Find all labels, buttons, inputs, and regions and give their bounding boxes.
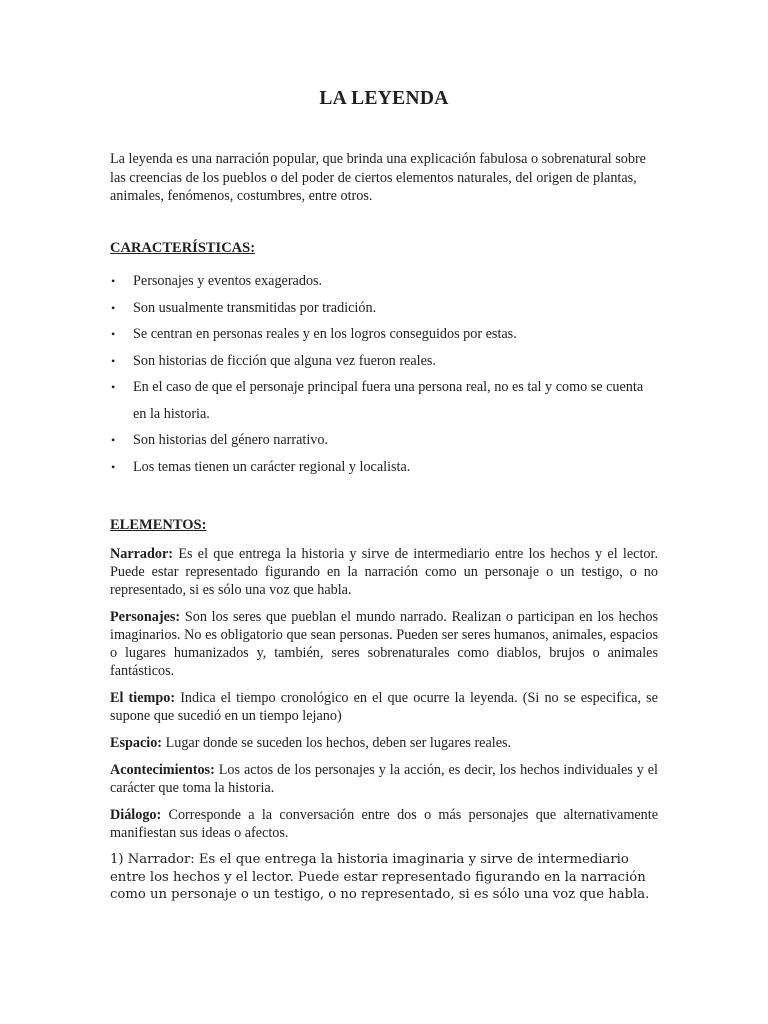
list-item <box>110 295 658 322</box>
element-text: Indica el tiempo cronológico en el que ocurre la leyenda. (Si no se especifica, se supone que sucedió en un tiempo lejano) <box>110 690 658 724</box>
elements-heading: ELEMENTOS: <box>110 517 207 533</box>
element-narrador <box>110 545 658 599</box>
list-item-text: Son historias de ficción que alguna vez fueron reales. <box>133 352 436 369</box>
element-espacio <box>110 734 658 752</box>
elements-section <box>110 545 658 913</box>
characteristics-heading: CARACTERÍSTICAS: <box>110 240 256 256</box>
list-item <box>110 321 658 348</box>
list-item-text: Los temas tienen un carácter regional y localista. <box>133 458 411 475</box>
element-term: El tiempo: <box>110 690 176 706</box>
list-item-text: En el caso de que el personaje principal fuera una persona real, no es tal y como se cuenta en la historia. <box>133 379 644 422</box>
list-item <box>110 374 658 427</box>
bullet-icon: • <box>111 380 116 394</box>
list-item <box>110 348 658 375</box>
element-term: Acontecimientos: <box>110 762 215 778</box>
element-text: Corresponde a la conversación entre dos o más personajes que alternativamente manifiestan sus ideas o afectos. <box>110 807 658 841</box>
element-term: Personajes: <box>110 609 181 625</box>
element-dialogo <box>110 806 658 842</box>
bullet-icon: • <box>111 433 116 447</box>
list-item <box>110 454 658 481</box>
element-term: Espacio: <box>110 735 163 751</box>
characteristics-list <box>110 268 658 480</box>
element-text: Son los seres que pueblan el mundo narrado. Realizan o participan en los hechos imaginarios. No es obligatorio que sean personas. Pueden ser seres humanos, animales, espacios o lugares humanizados y, también, seres sobrenaturales como diablos, brujos o animales fantásticos. <box>110 609 658 679</box>
document-title: LA LEYENDA <box>319 88 449 109</box>
element-text: Es el que entrega la historia y sirve de intermediario entre los hechos y el lector. Puede estar representado figurando en la narración como un personaje o un testigo, o no representado, si es sólo una voz que habla. <box>110 546 658 598</box>
bullet-icon: • <box>111 327 116 341</box>
bullet-icon: • <box>111 300 116 315</box>
list-item-text: Personajes y eventos exagerados. <box>133 273 323 289</box>
intro-paragraph: La leyenda es una narración popular, que brinda una explicación fabulosa o sobrenatural sobre las creencias de los pueblos o del poder de ciertos elementos naturales, del origen de plantas, animales, fenómenos, costumbres, entre otros. <box>110 151 646 204</box>
element-text: Los actos de los personajes y la acción, es decir, los hechos individuales y el carácter que toma la historia. <box>110 762 658 796</box>
bullet-icon: • <box>111 459 116 474</box>
bullet-icon: • <box>111 353 116 368</box>
document-page <box>110 0 658 1024</box>
list-item-text: Se centran en personas reales y en los logros conseguidos por estas. <box>133 326 517 342</box>
element-text: Lugar donde se suceden los hechos, deben ser lugares reales. <box>162 735 512 751</box>
element-term: Narrador: <box>110 546 174 562</box>
element-personajes <box>110 608 658 680</box>
element-acontecimientos <box>110 761 658 797</box>
list-item <box>110 268 658 295</box>
numbered-note: 1) Narrador: Es el que entrega la historia imaginaria y sirve de intermediario entre los hechos y el lector. Puede estar representado figurando en la narración como un personaje o un testigo, o no representado, si es sólo una voz que habla. <box>110 852 650 902</box>
element-tiempo <box>110 689 658 725</box>
list-item <box>110 427 658 454</box>
list-item-text: Son historias del género narrativo. <box>133 432 329 448</box>
list-item-text: Son usualmente transmitidas por tradición. <box>133 299 377 316</box>
element-term: Diálogo: <box>110 807 162 823</box>
bullet-icon: • <box>111 274 116 288</box>
